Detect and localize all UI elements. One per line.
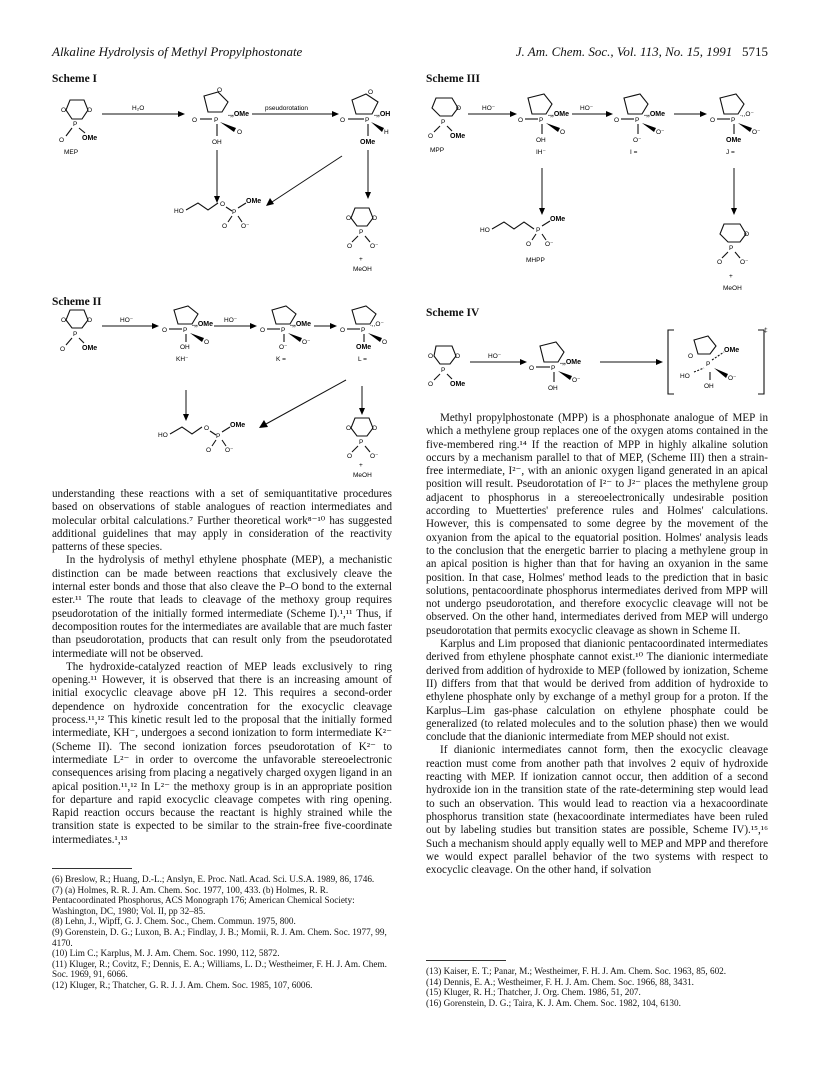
- svg-text:O: O: [60, 346, 66, 353]
- svg-text:O: O: [87, 317, 93, 324]
- svg-text:O⁻: O⁻: [302, 339, 311, 346]
- paragraph: Methyl propylphostonate (MPP) is a phosphonate analogue of MEP in which a methylene group replaces one of the oxygen atoms contained in the five-membered ring.¹⁴ If the reaction of MPP in highly alkaline solution occurs by a mechanism parallel to that of MEP, (Scheme III) then a strain-free intermediate, I²⁻, with an anionic oxygen ligand generated in an apical position will result. Pseudorotation of I²⁻ to J²⁻ places the methylene group adjacent to phosphorus in a stereoelectronically undesirable position according to Muetterties' preference rules and Holmes' calculations. However, this is compensated to some degree by the movement of the oxyanion from the apical to the equatorial position. Holmes' analysis leads to the conclusion that the energetic barrier to placing a methylene group in an apical position is higher than that for having an oxyanion in the same position. In that case, Holmes' method leads to the prediction that in basic solutions, pentacoordinate phosphorus intermediates derived from MPP will not undergo pseudorotation, and therefore exocyclic cleavage will not be observed. On the other hand, intermediates derived from MEP will undergo pseudorotation that permits exocyclic cleavage as shown in Scheme II.: [426, 412, 768, 637]
- svg-text:P: P: [73, 121, 78, 128]
- footnote-rule: [426, 960, 506, 961]
- k-intermediate: [260, 306, 311, 363]
- svg-text:O: O: [428, 133, 434, 140]
- svg-text:P: P: [706, 361, 711, 368]
- i-label: I =: [630, 149, 638, 156]
- reference-item: (15) Kluger, R. H.; Thatcher, J. Org. Chem. 1986, 51, 207.: [426, 987, 641, 998]
- references-left: [52, 874, 392, 991]
- svg-text:O: O: [710, 117, 716, 124]
- svg-text:HO: HO: [480, 227, 490, 234]
- svg-text:O: O: [455, 353, 461, 360]
- svg-text:O: O: [744, 231, 750, 238]
- svg-text:O: O: [260, 327, 266, 334]
- l-label: L =: [358, 356, 367, 363]
- svg-text:P: P: [359, 439, 364, 446]
- svg-text:O: O: [518, 117, 524, 124]
- running-title: Alkaline Hydrolysis of Methyl Propylphostonate: [52, 44, 303, 59]
- reference-item: (12) Kluger, R.; Thatcher, G. R. J. J. Am. Chem. Soc. 1985, 107, 6006.: [52, 979, 313, 990]
- svg-text:O: O: [428, 353, 434, 360]
- kh-label: KH⁻: [176, 356, 189, 363]
- svg-text:HO: HO: [158, 432, 168, 439]
- reference-item: (16) Gorenstein, D. G.; Taira, K. J. Am. Chem. Soc. 1982, 104, 6130.: [426, 997, 681, 1008]
- svg-text:O: O: [456, 105, 462, 112]
- svg-text:+: +: [729, 273, 733, 280]
- reference-item: (11) Kluger, R.; Covitz, F.; Dennis, E. A.; Williams, L. D.; Westheimer, F. H. J. Am. Chem. Soc. 1969, 91, 6066.: [52, 958, 387, 980]
- svg-text:P: P: [365, 117, 370, 124]
- svg-text:P: P: [216, 433, 221, 440]
- i-intermediate: [614, 94, 665, 156]
- references-right: [426, 966, 768, 1008]
- footnote-rule: [52, 868, 132, 869]
- svg-text:P: P: [635, 117, 640, 124]
- svg-text:.,,OMe: .,,OMe: [228, 111, 250, 118]
- k-label: K =: [276, 356, 286, 363]
- svg-text:pseudorotation: pseudorotation: [265, 105, 309, 112]
- svg-text:O: O: [222, 223, 228, 230]
- svg-text:O: O: [237, 129, 243, 136]
- svg-text:O: O: [206, 447, 212, 454]
- svg-text:P: P: [232, 209, 237, 216]
- svg-text:OMe: OMe: [246, 198, 262, 205]
- scheme-1-intermediate-2: [340, 89, 390, 146]
- page-number: 5715: [742, 44, 768, 59]
- reference-item: (14) Dennis, E. A.; Westheimer, F. H. J. Am. Chem. Soc. 1966, 88, 3431.: [426, 976, 694, 987]
- svg-text:OH: OH: [180, 344, 190, 351]
- svg-text:O⁻: O⁻: [241, 223, 250, 230]
- svg-text:P: P: [281, 327, 286, 334]
- ring-opened-product-2: [158, 422, 245, 454]
- scheme-3-title: Scheme III: [426, 73, 480, 85]
- svg-text:O: O: [614, 117, 620, 124]
- svg-text:OH: OH: [212, 139, 222, 146]
- svg-text:.,,O⁻: .,,O⁻: [370, 321, 384, 328]
- paragraph: Karplus and Lim proposed that dianionic pentacoordinated intermediates derived from ethylene phosphate cannot exist.¹⁰ The dianionic intermediate derived from addition of hydroxide to MEP (followed by ionization, Scheme II) differs from that that would be derived from addition of hydroxide to ethylene phosphate only by exchange of a methyl group for a proton. If the Karplus–Lim gas-phase calculation on ethylene phosphate could be generalized (to related molecules and to the solution phase) then we would conclude that the dianionic intermediate from MEP should not exist.: [426, 638, 768, 744]
- svg-text:O: O: [220, 201, 226, 208]
- svg-text:O: O: [59, 137, 65, 144]
- svg-text:OMe: OMe: [726, 137, 742, 144]
- reference-item: (13) Kaiser, E. T.; Panar, M.; Westheimer, F. H. J. Am. Chem. Soc. 1963, 85, 602.: [426, 966, 727, 976]
- svg-text:OMe: OMe: [450, 133, 466, 140]
- svg-text:O⁻: O⁻: [740, 259, 749, 266]
- svg-text:MeOH: MeOH: [723, 285, 742, 292]
- svg-text:O⁻: O⁻: [728, 375, 737, 382]
- svg-text:HO: HO: [174, 208, 184, 215]
- svg-text:O⁻: O⁻: [225, 447, 234, 454]
- svg-text:HO⁻: HO⁻: [120, 317, 134, 324]
- mhpp-label: MHPP: [526, 257, 545, 264]
- svg-text:P: P: [441, 119, 446, 126]
- svg-text:OMe: OMe: [450, 381, 466, 388]
- kh-intermediate: [162, 306, 213, 363]
- svg-text:O: O: [368, 89, 374, 96]
- svg-text:P: P: [729, 245, 734, 252]
- svg-text:.,,OMe: .,,OMe: [192, 321, 214, 328]
- scheme-1-intermediate-1: [192, 87, 249, 146]
- svg-text:O: O: [347, 453, 353, 460]
- scheme-4-title: Scheme IV: [426, 307, 480, 319]
- mep-molecule-2: [60, 310, 97, 353]
- scheme-4-intermediate: [529, 342, 581, 392]
- reference-item: (10) Lim C.; Karplus, M. J. Am. Chem. Soc. 1990, 112, 5872.: [52, 948, 280, 959]
- svg-text:HO⁻: HO⁻: [488, 353, 502, 360]
- methanol-label: MeOH: [353, 266, 372, 273]
- l-intermediate: [340, 306, 387, 363]
- svg-text:O: O: [346, 425, 352, 432]
- svg-text:O: O: [526, 241, 532, 248]
- ih-intermediate: [518, 94, 569, 156]
- svg-text:O⁻: O⁻: [572, 377, 581, 384]
- svg-text:MeOH: MeOH: [353, 472, 372, 479]
- svg-text:O: O: [529, 365, 535, 372]
- svg-text:P: P: [731, 117, 736, 124]
- svg-text:P: P: [551, 365, 556, 372]
- svg-text:O: O: [87, 107, 93, 114]
- svg-text:O: O: [61, 317, 67, 324]
- reference-item: (6) Breslow, R.; Huang, D.-L.; Anslyn, E. Proc. Natl. Acad. Sci. U.S.A. 1989, 86, 1746.: [52, 874, 375, 884]
- ethylene-phosphate-product: [346, 208, 379, 273]
- svg-text:O: O: [346, 215, 352, 222]
- svg-text:OMe: OMe: [82, 345, 98, 352]
- svg-text:O: O: [204, 425, 210, 432]
- paragraph: In the hydrolysis of methyl ethylene phosphate (MEP), a mechanistic distinction can be made between reactions that exclusively cleave the internal ester bonds and those that also cleave the P–O bond to the external ester.¹¹ The route that leads to cleavage of the methoxy group requires pseudorotation of the initially formed intermediate (Scheme I).¹,¹¹ Thus, if decomposition routes for the intermediates are available that are much faster than pseudorotation, products that can result only from the pseudorotated intermediate will not be observed.: [52, 554, 392, 660]
- svg-text:O: O: [372, 425, 378, 432]
- svg-text:OH: OH: [536, 137, 546, 144]
- svg-text:O: O: [340, 117, 346, 124]
- svg-text:O: O: [192, 117, 198, 124]
- svg-text:OH: OH: [548, 385, 558, 392]
- svg-text:OMe: OMe: [724, 347, 740, 354]
- mpp-label: MPP: [430, 147, 445, 154]
- svg-text:O: O: [340, 327, 346, 334]
- mpp-molecule: [428, 98, 465, 154]
- svg-text:+: +: [359, 462, 363, 469]
- svg-text:P: P: [214, 117, 219, 124]
- paragraph: understanding these reactions with a set of semiquantitative procedures based on observations of stable analogues of reaction intermediates and molecular orbital calculations.⁷ Further theoretical work⁸⁻¹⁰ has suggested additional guidelines that may apply in consideration of the reactivity patterns of these species.: [52, 488, 392, 554]
- svg-text:HO⁻: HO⁻: [580, 105, 594, 112]
- svg-text:O⁻: O⁻: [752, 129, 761, 136]
- svg-text:.,,OH: .,,OH: [374, 111, 391, 118]
- svg-text:O⁻: O⁻: [370, 453, 379, 460]
- ring-opened-product: [174, 198, 261, 230]
- paragraph: The hydroxide-catalyzed reaction of MEP leads exclusively to ring opening.¹¹ However, it is observed that there is an increasing amount of initial exocyclic cleavage above pH 12. This requires a second-order dependence on hydroxide concentration for the exocyclic cleavage process.¹¹,¹² This kinetic result led to the proposal that the initially formed intermediate, KH⁻, undergoes a second ionization to form intermediate K²⁻ (Scheme II). The second ionization forces pseudorotation of K²⁻ to intermediate L²⁻ in order to overcome the unfavorable stereoelectronic consequences arising from placing a negatively charged oxygen ligand in an apical position.¹¹,¹² In L²⁻ the methoxy group is in an appropriate position for departure and rapid exocyclic cleavage competes with ring opening. Rapid reaction occurs because the reactant is highly strained while the transition state is expected to be similar to the strain-free five-coordinate intermediates.¹,¹³: [52, 660, 392, 846]
- svg-text:O: O: [61, 107, 67, 114]
- reference-item: (8) Lehn, J., Wipff, G. J. Chem. Soc., Chem. Commun. 1975, 800.: [52, 916, 296, 927]
- svg-text:O⁻: O⁻: [545, 241, 554, 248]
- svg-text:OMe: OMe: [230, 422, 246, 429]
- svg-text:OMe: OMe: [356, 344, 372, 351]
- j-intermediate: [710, 94, 761, 156]
- ih-label: IH⁻: [536, 149, 546, 156]
- svg-text:O: O: [217, 87, 223, 94]
- svg-text:P: P: [183, 327, 188, 334]
- svg-text:P: P: [361, 327, 366, 334]
- svg-text:O: O: [428, 381, 434, 388]
- paragraph: If dianionic intermediates cannot form, then the exocyclic cleavage reaction must come from another path that involves 2 equiv of hydroxide reacting with MEP. If ionization cannot occur, then addition of a second hydroxide ion in the transition state of the rate-determining step would lead to such an observation. This would lead to reaction via a hexacoordinate phosphorus transition state (hexacoordinate intermediates have been ruled out by labeling studies but transition states are possible, Scheme IV).¹⁵,¹⁶ Such a mechanism should apply equally well to MEP and MPP and therefore we would expect parallel behavior of the two systems with respect to exocyclic cleavage. On the other hand, if solvation: [426, 744, 768, 877]
- svg-text:H: H: [384, 129, 389, 136]
- ethylene-phosphate-product-2: [346, 418, 379, 479]
- scheme-2-diagram: [52, 300, 397, 482]
- svg-text:HO: HO: [680, 373, 690, 380]
- svg-text:.,,OMe: .,,OMe: [548, 111, 570, 118]
- svg-text:.,,O⁻: .,,O⁻: [740, 111, 754, 118]
- reference-item: (9) Gorenstein, D. G.; Luxon, B. A.; Findlay, J. B.; Momii, R. J. Am. Chem. Soc. 1977, 99, 4170.: [52, 926, 387, 948]
- cyclic-phostonate-product: [717, 224, 749, 292]
- scheme-3-diagram: [424, 86, 769, 298]
- scheme-1-diagram: [52, 86, 397, 286]
- journal-citation: J. Am. Chem. Soc., Vol. 113, No. 15, 1991 5715: [515, 44, 768, 59]
- svg-text:H₂O: H₂O: [132, 105, 145, 112]
- svg-text:P: P: [73, 331, 78, 338]
- svg-text:+: +: [359, 256, 363, 263]
- mep-molecule-4: [428, 346, 465, 388]
- j-label: J =: [726, 149, 735, 156]
- svg-text:OMe: OMe: [360, 139, 376, 146]
- svg-text:P: P: [539, 117, 544, 124]
- svg-text:OMe: OMe: [82, 135, 98, 142]
- svg-text:OMe: OMe: [550, 216, 566, 223]
- svg-text:O⁻: O⁻: [633, 137, 642, 144]
- svg-text:O: O: [717, 259, 723, 266]
- svg-text:P: P: [536, 227, 541, 234]
- scheme-1-title: Scheme I: [52, 73, 98, 85]
- svg-text:P: P: [441, 367, 446, 374]
- svg-text:P: P: [359, 229, 364, 236]
- scheme-2-title: Scheme II: [52, 296, 102, 308]
- hexacoordinate-transition-state: [680, 336, 739, 390]
- svg-text:O: O: [372, 215, 378, 222]
- reference-item: (7) (a) Holmes, R. R. J. Am. Chem. Soc. 1977, 100, 433. (b) Holmes, R. R. Pentacoordinated Phosphorus, ACS Monograph 176; American Chemical Society: Washington, DC, 1980; Vol. II, pp 32–85.: [52, 884, 355, 916]
- svg-text:O⁻: O⁻: [370, 243, 379, 250]
- svg-text:.,,OMe: .,,OMe: [560, 359, 582, 366]
- mep-molecule: [59, 100, 97, 156]
- svg-text:O⁻: O⁻: [279, 344, 288, 351]
- svg-text:O: O: [560, 129, 566, 136]
- right-column-text: [426, 412, 768, 877]
- svg-text:O: O: [162, 327, 168, 334]
- scheme-4-diagram: [424, 322, 769, 402]
- svg-text:O: O: [382, 339, 388, 346]
- mhpp-product: [480, 216, 565, 264]
- svg-text:HO⁻: HO⁻: [482, 105, 496, 112]
- svg-text:HO⁻: HO⁻: [224, 317, 238, 324]
- svg-text:OH: OH: [704, 383, 714, 390]
- svg-text:O: O: [347, 243, 353, 250]
- svg-text:‡: ‡: [764, 327, 768, 334]
- left-column-text: [52, 488, 392, 847]
- running-header: [52, 44, 768, 60]
- svg-text:O: O: [688, 353, 694, 360]
- svg-text:O: O: [204, 339, 210, 346]
- mep-label: MEP: [64, 149, 79, 156]
- svg-text:.,,OMe: .,,OMe: [644, 111, 666, 118]
- svg-text:O⁻: O⁻: [656, 129, 665, 136]
- svg-text:.,,OMe: .,,OMe: [290, 321, 312, 328]
